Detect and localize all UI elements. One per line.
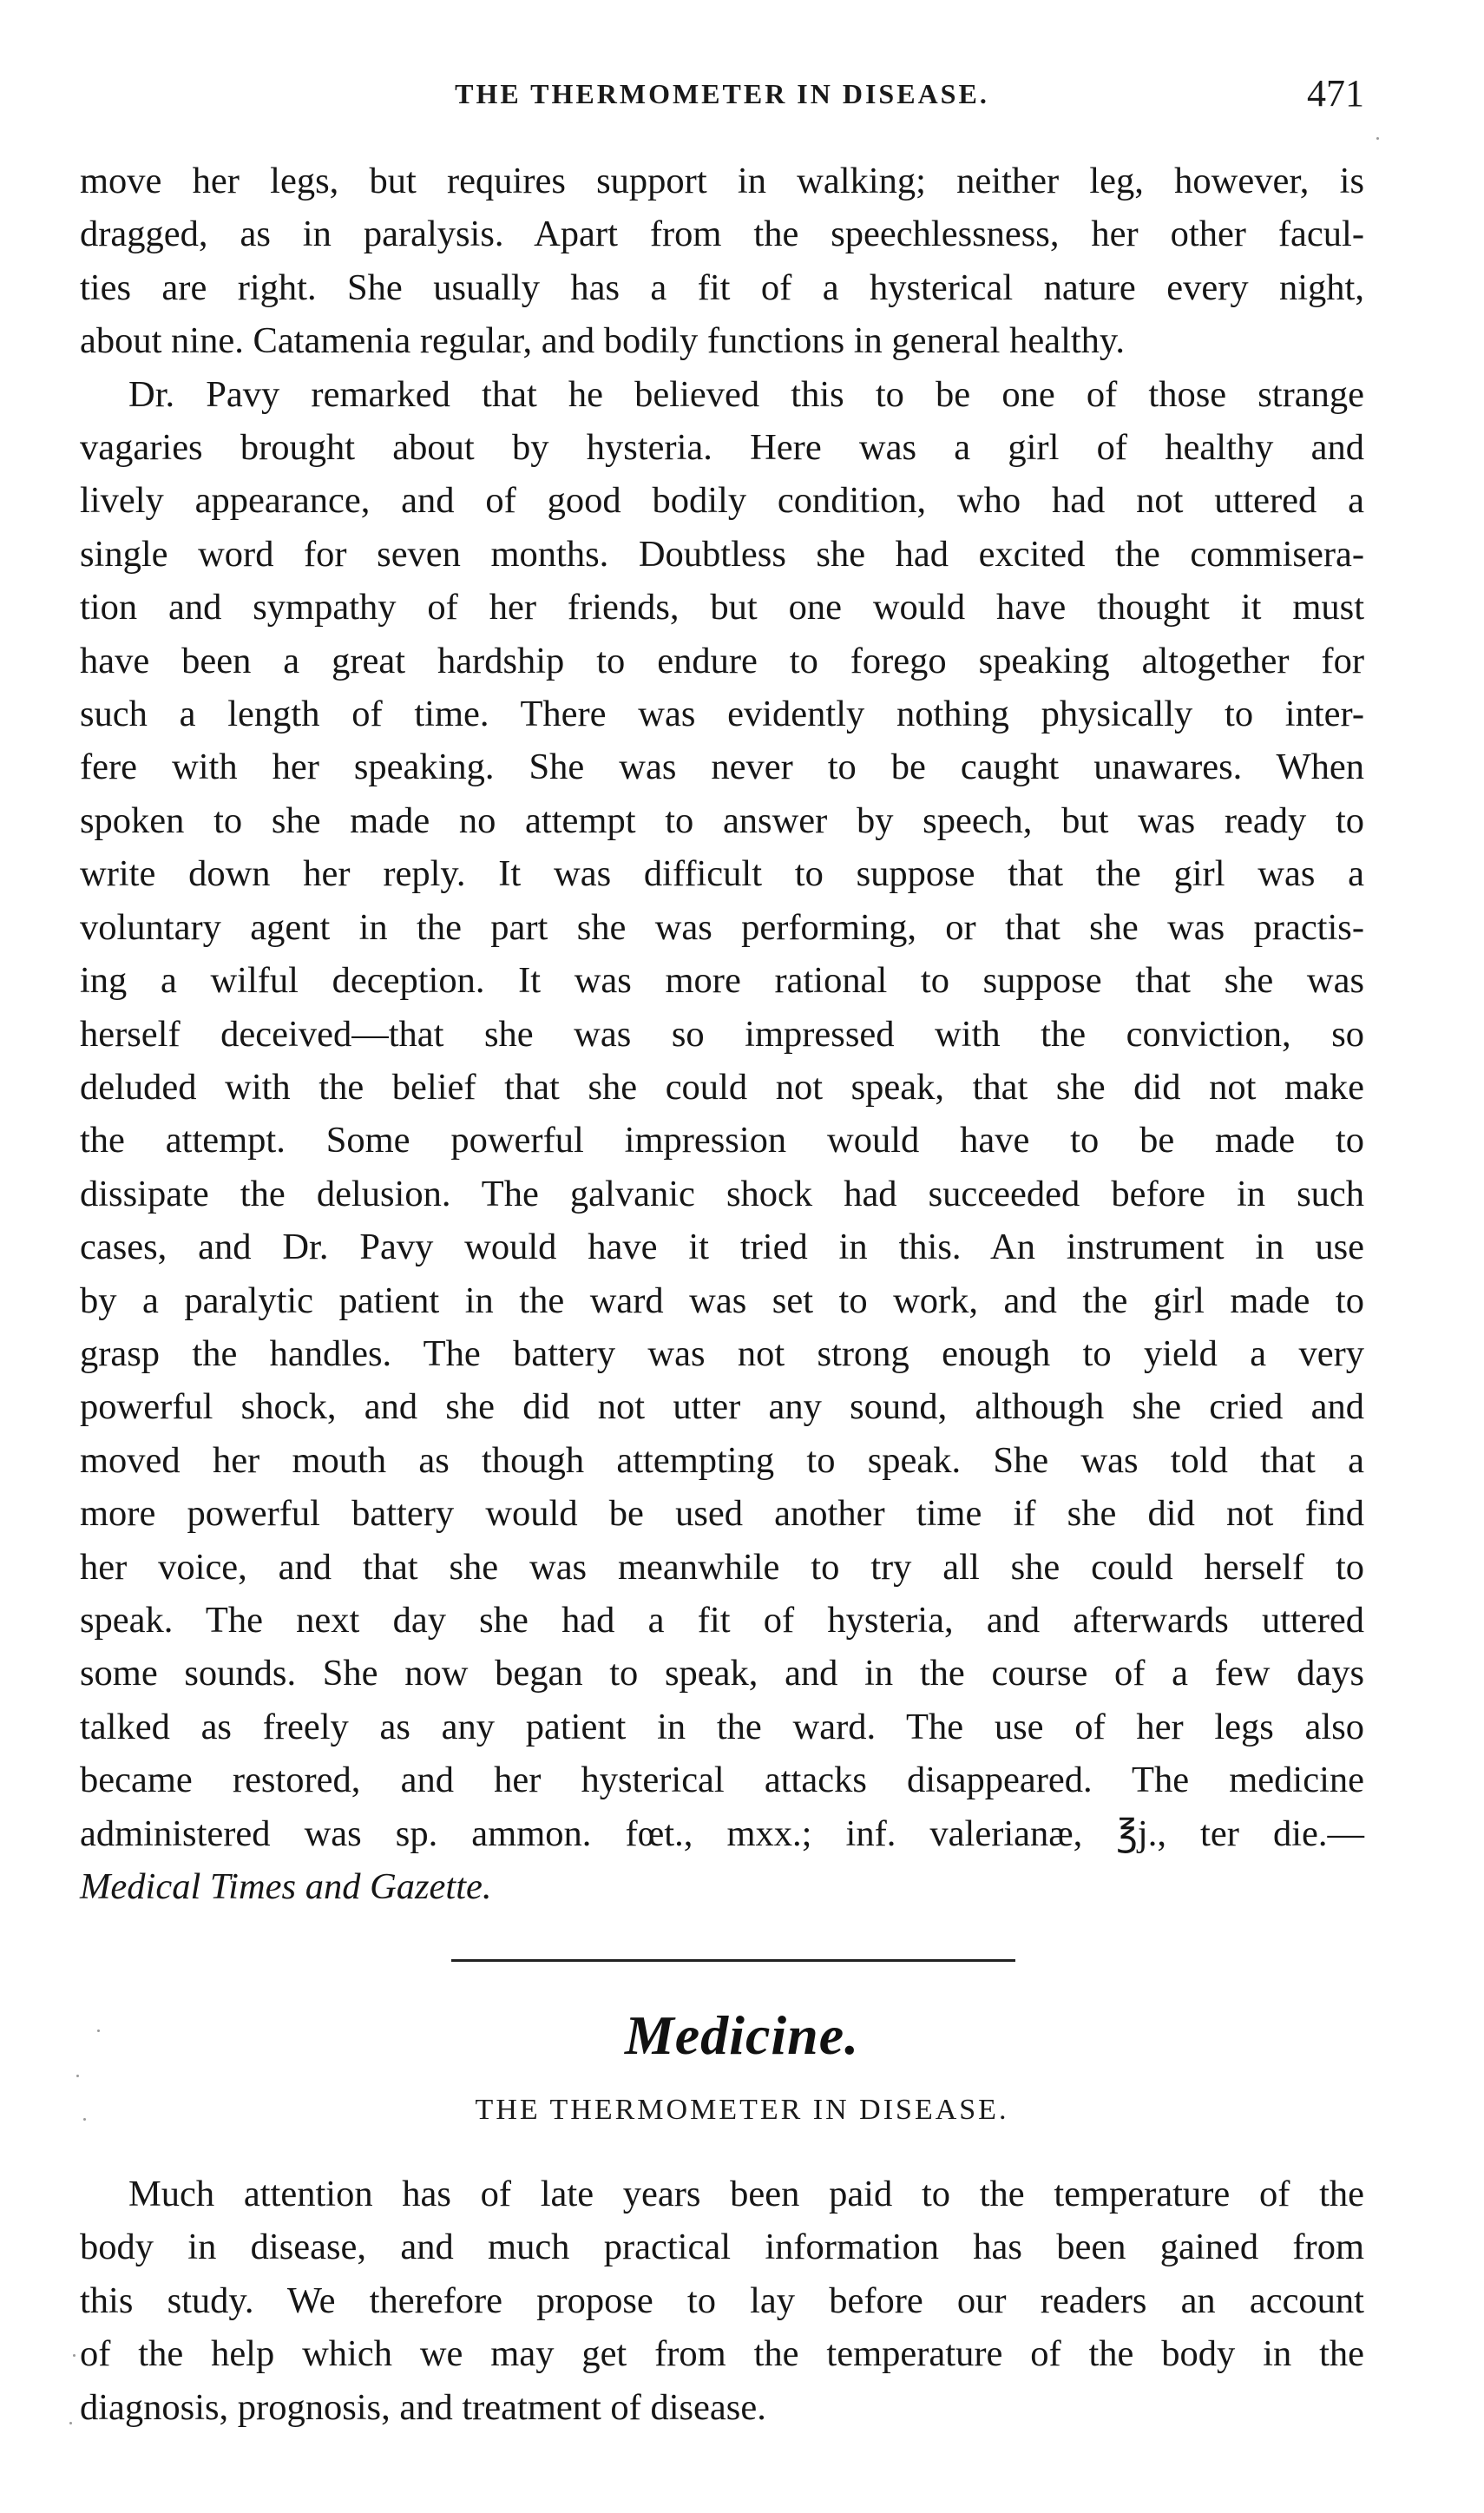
- text-line: vagaries brought about by hysteria. Here was a girl of healthy and: [80, 427, 1364, 469]
- paper-speck: [83, 2118, 86, 2121]
- paper-speck: [76, 2075, 79, 2077]
- page-number: 471: [1307, 72, 1364, 115]
- text-line: her voice, and that she was meanwhile to try all she could herself to: [80, 1546, 1364, 1588]
- paper-speck: [97, 2029, 100, 2032]
- text-line: about nine. Catamenia regular, and bodily functions in general healthy.: [80, 320, 1126, 362]
- text-line: ties are right. She usually has a fit of a hysterical nature every night,: [80, 266, 1364, 308]
- text-line: dissipate the delusion. The galvanic shock had succeeded before in such: [80, 1173, 1364, 1214]
- text-line: move her legs, but requires support in walking; neither leg, however, is: [80, 161, 1364, 201]
- text-line: write down her reply. It was difficult to suppose that the girl was a: [80, 853, 1364, 895]
- text-line: talked as freely as any patient in the ward. The use of her legs also: [80, 1706, 1364, 1747]
- running-head: [80, 71, 1364, 123]
- text-line: by a paralytic patient in the ward was set to work, and the girl made to: [80, 1280, 1364, 1321]
- text-line: became restored, and her hysterical attacks disappeared. The medicine: [80, 1760, 1364, 1801]
- running-title: THE THERMOMETER IN DISEASE.: [455, 78, 989, 109]
- text-line: body in disease, and much practical information has been gained from: [80, 2227, 1364, 2268]
- text-line: Dr. Pavy remarked that he believed this to be one of those strange: [128, 373, 1364, 415]
- text-line: tion and sympathy of her friends, but one would have thought it must: [80, 587, 1364, 628]
- case-report-text: [80, 155, 1364, 1913]
- text-line: Much attention has of late years been paid to the temperature of the: [128, 2174, 1364, 2214]
- text-line: the attempt. Some powerful impression would have to be made to: [80, 1120, 1364, 1161]
- text-line: lively appearance, and of good bodily condition, who had not uttered a: [80, 480, 1364, 522]
- text-line: dragged, as in paralysis. Apart from the speechlessness, her other facul-: [80, 214, 1364, 255]
- text-line: grasp the handles. The battery was not strong enough to yield a very: [80, 1332, 1364, 1374]
- text-line: such a length of time. There was evidently nothing physically to inter-: [80, 694, 1364, 735]
- text-line: herself deceived—that she was so impressed with the conviction, so: [80, 1013, 1364, 1055]
- section-heading: Medicine.: [624, 2004, 860, 2066]
- text-line: ing a wilful deception. It was more rational to suppose that she was: [80, 960, 1364, 1002]
- text-line: diagnosis, prognosis, and treatment of disease.: [80, 2386, 766, 2428]
- paper-speck: [73, 2354, 76, 2357]
- text-line: spoken to she made no attempt to answer by speech, but was ready to: [80, 799, 1364, 841]
- text-line: this study. We therefore propose to lay before our readers an account: [80, 2279, 1364, 2321]
- text-line: single word for seven months. Doubtless she had excited the commisera-: [80, 533, 1364, 575]
- text-line: have been a great hardship to endure to forego speaking altogether for: [80, 640, 1364, 681]
- section-divider: [451, 1959, 1015, 1962]
- text-line: powerful shock, and she did not utter any sound, although she cried and: [80, 1386, 1364, 1428]
- text-line: cases, and Dr. Pavy would have it tried in this. An instrument in use: [80, 1227, 1364, 1268]
- text-line: administered was sp. ammon. fœt., mxx.; inf. valerianæ, ℥j., ter die.—: [80, 1812, 1364, 1854]
- text-line: more powerful battery would be used another time if she did not find: [80, 1493, 1364, 1535]
- text-line: deluded with the belief that she could not speak, that she did not make: [80, 1066, 1364, 1108]
- article-title: THE THERMOMETER IN DISEASE.: [475, 2094, 1009, 2126]
- article-text: [80, 2168, 1364, 2434]
- paper-speck: [1376, 137, 1379, 140]
- text-line: of the help which we may get from the temperature of the body in the: [80, 2333, 1364, 2375]
- text-line: fere with her speaking. She was never to be caught unawares. When: [80, 747, 1364, 788]
- text-line: voluntary agent in the part she was performing, or that she was practis-: [80, 906, 1364, 948]
- text-line: some sounds. She now began to speak, and in the course of a few days: [80, 1653, 1364, 1694]
- source-citation: Medical Times and Gazette.: [80, 1866, 492, 1907]
- text-line: moved her mouth as though attempting to speak. She was told that a: [80, 1439, 1364, 1481]
- paper-speck: [69, 2422, 72, 2424]
- text-line: speak. The next day she had a fit of hysteria, and afterwards uttered: [80, 1599, 1364, 1641]
